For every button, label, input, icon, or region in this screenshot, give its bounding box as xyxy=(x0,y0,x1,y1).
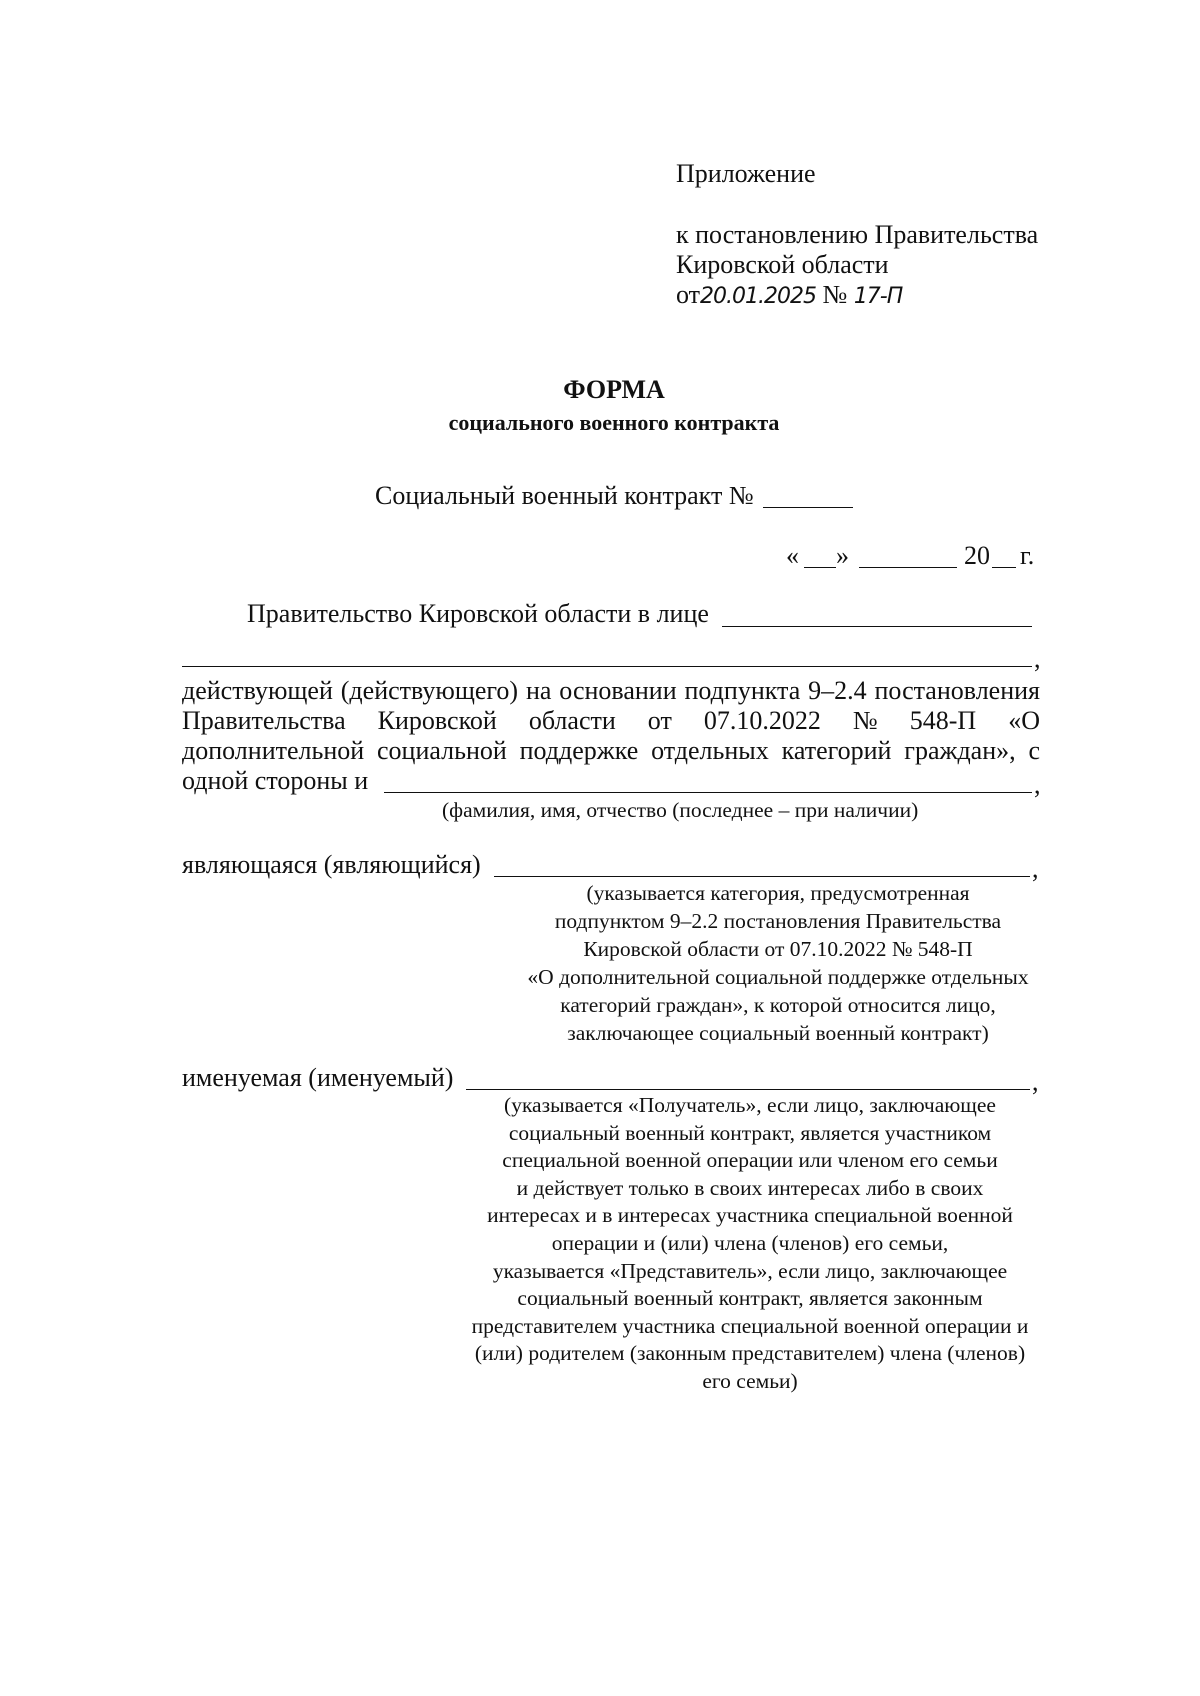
appendix-number-label: № xyxy=(822,280,848,309)
note-line: социальный военный контракт, является участником xyxy=(508,1120,992,1145)
note-line: «О дополнительной социальной поддержке отдельных xyxy=(527,965,1029,989)
date-close-quote: » xyxy=(836,541,849,570)
date-year-blank[interactable] xyxy=(992,567,1016,568)
comma-3: , xyxy=(1032,854,1039,883)
named-label: именуемая (именуемый) xyxy=(182,1063,454,1092)
note-line: Кировской области от 07.10.2022 № 548-П xyxy=(583,937,973,961)
word: Правительства xyxy=(182,706,346,735)
appendix-date-line xyxy=(676,279,902,313)
contract-number-label: Социальный военный контракт № xyxy=(375,481,754,510)
note-line: указывается «Представитель», если лицо, заключающее xyxy=(492,1258,1008,1283)
handwritten-number: 17-П xyxy=(853,284,903,309)
contract-number-blank[interactable] xyxy=(763,507,853,508)
form-title: ФОРМА xyxy=(563,375,665,404)
word: Кировской xyxy=(377,706,497,735)
note-line: заключающее социальный военный контракт) xyxy=(567,1021,989,1045)
note-line: социальный военный контракт, является законным xyxy=(517,1286,983,1311)
category-blank[interactable] xyxy=(494,876,1030,877)
note-line: операции и (или) члена (членов) его семьи, xyxy=(551,1230,949,1255)
date-day-blank[interactable] xyxy=(804,567,836,568)
comma-2: , xyxy=(1034,770,1041,799)
government-in-person-label: Правительство Кировской области в лице xyxy=(247,599,709,628)
category-note xyxy=(490,879,1066,1047)
date-open-quote: « xyxy=(786,541,799,570)
representative-blank-2[interactable] xyxy=(182,666,1032,667)
note-line: специальной военной операции или членом его семьи xyxy=(502,1148,998,1173)
word: 07.10.2022 xyxy=(703,706,821,735)
handwritten-date: 20.01.2025 xyxy=(700,284,816,309)
date-year-prefix: 20 xyxy=(964,541,990,570)
comma-1: , xyxy=(1034,644,1041,673)
word: «О xyxy=(1008,706,1040,735)
note-line: (указывается «Получатель», если лицо, заключающее xyxy=(504,1093,996,1117)
note-line: интересах и в интересах участника специальной военной xyxy=(487,1203,1013,1228)
paragraph-line-4: одной стороны и xyxy=(182,766,369,795)
paragraph-line-3: дополнительной социальной поддержке отдельных категорий граждан», с xyxy=(182,736,1040,765)
note-line: его семьи) xyxy=(702,1368,798,1393)
appendix-line-1: к постановлению Правительства xyxy=(676,220,1039,249)
paragraph-line-1: действующей (действующего) на основании подпункта 9–2.4 постановления xyxy=(182,676,1040,705)
form-subtitle: социального военного контракта xyxy=(448,410,780,435)
word: № xyxy=(852,706,878,735)
role-note xyxy=(450,1092,1050,1396)
word: 548-П xyxy=(909,706,977,735)
party-fio-blank[interactable] xyxy=(384,792,1032,793)
note-line: категорий граждан», к которой относится лицо, xyxy=(560,993,996,1017)
date-year-suffix: г. xyxy=(1020,541,1035,570)
appendix-line-2: Кировской области xyxy=(676,250,889,279)
note-line: представителем участника специальной военной операции и xyxy=(471,1313,1029,1338)
appendix-prefix: от xyxy=(676,280,701,309)
representative-blank[interactable] xyxy=(722,626,1032,627)
role-blank[interactable] xyxy=(466,1089,1030,1090)
appendix-title: Приложение xyxy=(676,159,816,188)
note-line: и действует только в своих интересах либо в своих xyxy=(516,1175,984,1200)
being-label: являющаяся (являющийся) xyxy=(182,850,481,879)
note-line: (или) родителем (законным представителем) члена (членов) xyxy=(474,1341,1026,1366)
note-line: подпунктом 9–2.2 постановления Правительства xyxy=(554,909,1002,933)
paragraph-line-2 xyxy=(182,705,1040,737)
word: области xyxy=(528,706,616,735)
word: от xyxy=(647,706,672,735)
comma-4: , xyxy=(1032,1067,1039,1096)
fio-note: (фамилия, имя, отчество (последнее – при наличии) xyxy=(442,798,919,822)
note-line: (указывается категория, предусмотренная xyxy=(586,881,970,905)
date-month-blank[interactable] xyxy=(859,567,957,568)
